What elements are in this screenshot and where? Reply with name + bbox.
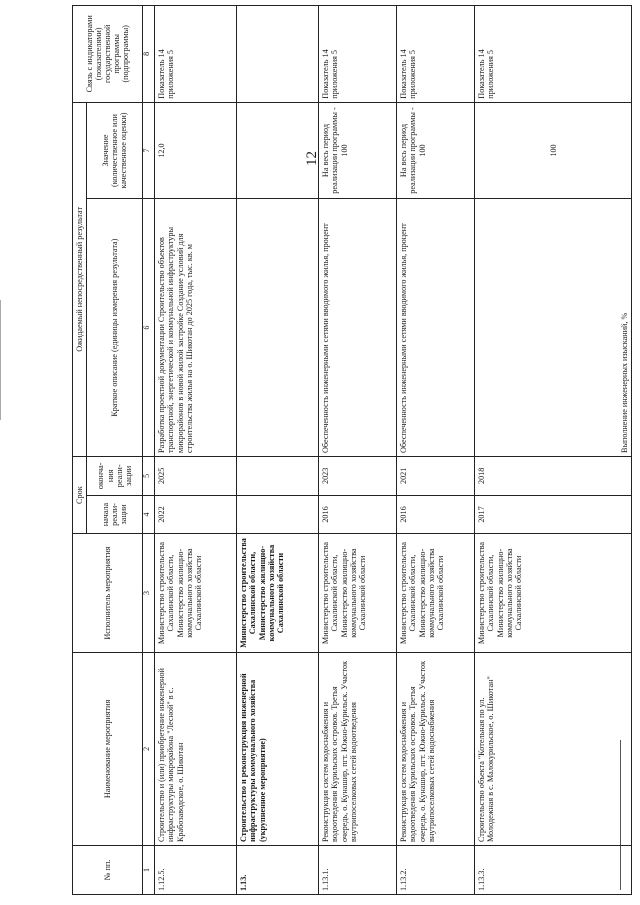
col-number: 8 — [143, 6, 155, 103]
col-number: 6 — [143, 199, 155, 457]
header-term: Срок — [73, 456, 87, 533]
row-link: Показатель 14 приложения 5 — [397, 6, 475, 103]
header-start: начала реали-зации — [87, 495, 143, 534]
row-desc: Обеспеченность инженерными сетями вводимого жилья, процент — [397, 199, 475, 457]
col-number: 1 — [143, 846, 155, 895]
header-link: Связь с индикаторами (показателями) государственной программы (подпрограммы) — [73, 6, 143, 103]
table-row — [319, 6, 397, 895]
row-name: Строительство и (или) приобретение инженерной инфраструктуры микрорайона "Лесной" в с. Крабозаводское, о. Шикотан — [155, 652, 237, 845]
row-link: Показатель 14 приложения 5 — [155, 6, 237, 103]
row-start — [237, 495, 319, 534]
header-value: Значение (количественное или качественное оценки) — [87, 102, 143, 199]
row-executor: Министерство строительства Сахалинской области, Министерство жилищно-коммунального хозяйства Сахалинской области — [155, 534, 237, 653]
table-row — [475, 6, 632, 895]
row-no: 1.12.5. — [155, 846, 237, 895]
row-end: 2025 — [155, 456, 237, 495]
row-executor: Министерство строительства Сахалинской области, Министерство жилищно-коммунального хозяйства Сахалинской области — [475, 534, 632, 653]
table-row — [155, 6, 237, 895]
page-number: 12 — [304, 151, 320, 166]
row-value: На весь период реализации программы - 100 — [397, 102, 475, 199]
row-end: 2021 — [397, 456, 475, 495]
row-end — [237, 456, 319, 495]
row-link: Показатель 14 приложения 5 — [475, 6, 632, 103]
row-name: Реконструкция систем водоснабжения и водоотведения Курильских островов. Третья очередь, о. Кунашир, пгт. Южно-Курильск. Участок внутрипоселковых сетей водоотведения — [319, 652, 397, 845]
row-no: 1.13.1. — [319, 846, 397, 895]
row-value: 100 — [475, 102, 632, 199]
row-name: Реконструкция систем водоснабжения и водоотведения Курильских островов. Третья очередь, о. Кунашир, пгт. Южно-Курильск. Участок внутрипоселковых сетей водоснабжения — [397, 652, 475, 845]
header-no: № пп. — [73, 846, 143, 895]
header-name: Наименование мероприятия — [73, 652, 143, 845]
row-desc: Выполнение инженерных изысканий, % — [475, 199, 632, 457]
table-row — [397, 6, 475, 895]
header-result: Ожидаемый непосредственный результат — [73, 102, 87, 456]
row-desc: Обеспеченность инженерными сетями вводимого жилья, процент — [319, 199, 397, 457]
row-value — [237, 102, 319, 199]
row-no: 1.13.2. — [397, 846, 475, 895]
row-executor: Министерство строительства Сахалинской области, Министерство жилищно-коммунального хозяйства Сахалинской области — [397, 534, 475, 653]
col-number: 7 — [143, 102, 155, 199]
row-executor: Министерство строительства Сахалинской области, Министерство жилищно-коммунального хозяйства Сахалинской области — [319, 534, 397, 653]
row-name: Строительство объекта "Котельная по ул. Молодежная в с. Малокурильское, о. Шикотан" — [475, 652, 632, 845]
col-number: 5 — [143, 456, 155, 495]
header-executor: Исполнитель мероприятия — [73, 534, 143, 653]
row-value: На весь период реализации программы - 100 — [319, 102, 397, 199]
table-row — [237, 6, 319, 895]
row-end: 2023 — [319, 456, 397, 495]
row-value: 12,0 — [155, 102, 237, 199]
row-start: 2016 — [319, 495, 397, 534]
row-end: 2018 — [475, 456, 632, 495]
col-number: 4 — [143, 495, 155, 534]
row-start: 2017 — [475, 495, 632, 534]
row-start: 2022 — [155, 495, 237, 534]
header-desc: Краткое описание (единицы измерения результата) — [87, 199, 143, 457]
row-start: 2016 — [397, 495, 475, 534]
row-desc — [237, 199, 319, 457]
col-number: 2 — [143, 652, 155, 845]
row-link — [237, 6, 319, 103]
activities-table — [72, 5, 632, 895]
row-executor: Министерство строительства Сахалинской области, Министерство жилищно-коммунального хозяйства Сахалинской области — [237, 534, 319, 653]
row-desc: Разработка проектной документации Строительство объектов транспортной, энергетической и коммунальной инфраструктуры микрорайонов в новой жилой застройке Создание условий для строительства жилья на о. Шикотан до 2025 года, тыс. кв. м — [155, 199, 237, 457]
row-name: Строительство и реконструкция инженерной инфраструктуры коммунального хозяйства (укрупненное мероприятие) — [237, 652, 319, 845]
scan-edge-mark — [0, 300, 1, 420]
rotated-document-table — [72, 5, 632, 895]
row-no: 1.13.3. — [475, 846, 632, 895]
col-number: 3 — [143, 534, 155, 653]
row-no: 1.13. — [237, 846, 319, 895]
header-end: оконча-ния реали-зации — [87, 456, 143, 495]
row-link: Показатель 14 приложения 5 — [319, 6, 397, 103]
